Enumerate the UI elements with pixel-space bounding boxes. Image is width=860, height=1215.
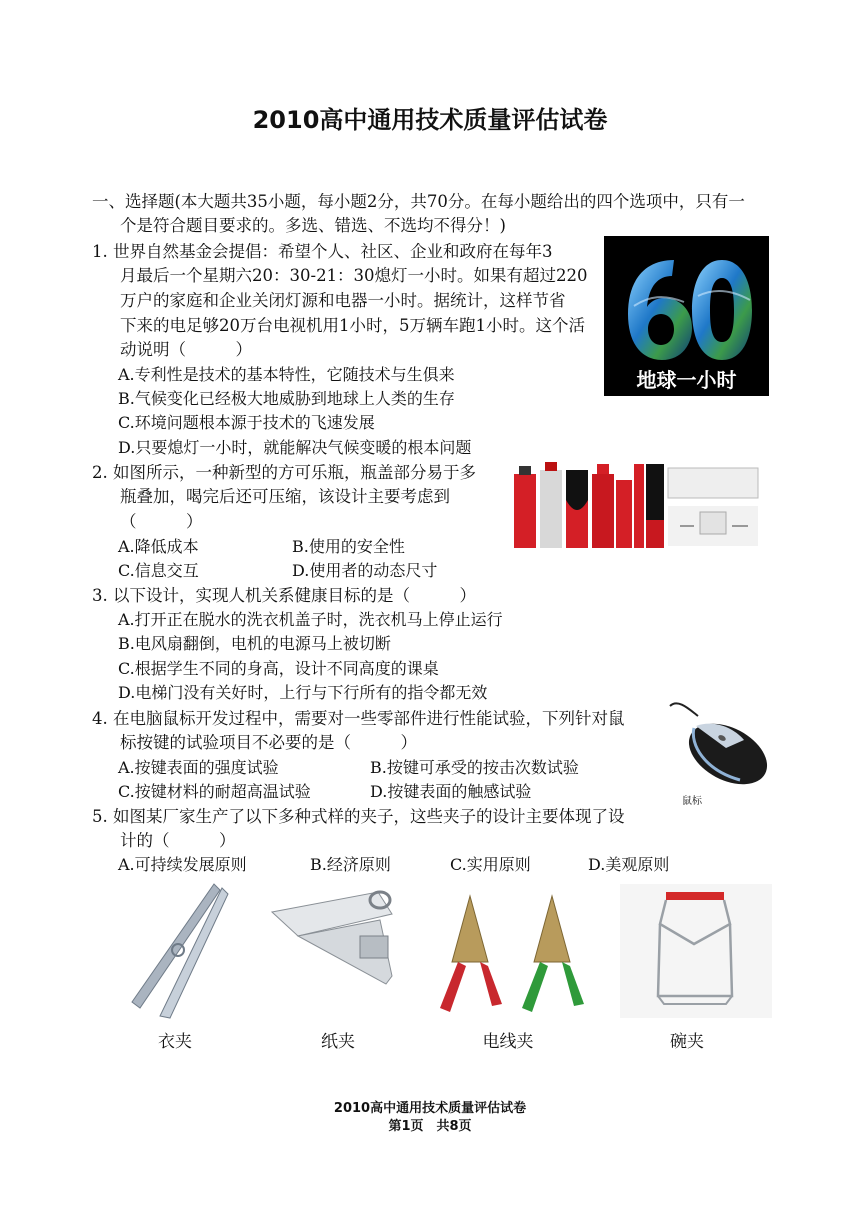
- q4-line-2: 标按键的试验项目不必要的是（ ）: [120, 733, 417, 752]
- q2-line-1: 2. 如图所示，一种新型的方可乐瓶，瓶盖部分易于多: [92, 463, 476, 482]
- q2-line-2: 瓶叠加，喝完后还可压缩，该设计主要考虑到: [120, 487, 450, 506]
- q2-option-b: B.使用的安全性: [292, 537, 405, 556]
- paper-clip-image: [268, 884, 400, 1002]
- q1-option-b: B.气候变化已经极大地威胁到地球上人类的生存: [118, 389, 455, 408]
- q1-line-1: 1. 世界自然基金会提倡：希望个人、社区、企业和政府在每年3: [92, 242, 553, 261]
- q4-option-b: B.按键可承受的按击次数试验: [370, 758, 579, 777]
- q4-line-1: 4. 在电脑鼠标开发过程中，需要对一些零部件进行性能试验，下列针对鼠: [92, 709, 625, 728]
- cola-bottles-graphic: [510, 460, 760, 552]
- mouse-icon: [660, 696, 772, 796]
- q4-option-d: D.按键表面的触感试验: [370, 782, 532, 801]
- mouse-image: [660, 696, 772, 808]
- q5-option-a: A.可持续发展原则: [118, 855, 247, 874]
- q3-option-c: C.根据学生不同的身高，设计不同高度的课桌: [118, 659, 439, 678]
- q1-line-5: 动说明（ ）: [120, 340, 252, 359]
- clothes-clip-image: [118, 880, 230, 1020]
- q4-option-a: A.按键表面的强度试验: [118, 758, 279, 777]
- wire-clip-image: [430, 890, 600, 1020]
- earth-hour-label: 地球一小时: [636, 368, 737, 392]
- caption-bowl-clip: 碗夹: [670, 1032, 704, 1052]
- q1-option-c: C.环境问题根本源于技术的飞速发展: [118, 413, 375, 432]
- q1-option-d: D.只要熄灯一小时，就能解决气候变暖的根本问题: [118, 438, 472, 457]
- page-title: 2010高中通用技术质量评估试卷: [252, 106, 608, 134]
- q2-option-a: A.降低成本: [118, 537, 199, 556]
- caption-wire-clip: 电线夹: [482, 1032, 534, 1052]
- section-heading-line1: 一、选择题(本大题共35小题，每小题2分，共70分。在每小题给出的四个选项中，只有一: [92, 192, 745, 211]
- q5-option-b: B.经济原则: [310, 855, 391, 874]
- q2-option-d: D.使用者的动态尺寸: [292, 561, 438, 580]
- q3-option-d: D.电梯门没有关好时，上行与下行所有的指令都无效: [118, 683, 488, 702]
- q3-line-1: 3. 以下设计，实现人机关系健康目标的是（ ）: [92, 586, 476, 605]
- q2-line-3: （ ）: [120, 512, 203, 531]
- q1-option-a: A.专利性是技术的基本特性，它随技术与生俱来: [118, 365, 455, 384]
- bowl-clip-image: [620, 884, 772, 1018]
- q5-line-2: 计的（ ）: [120, 831, 236, 850]
- caption-clothes-clip: 衣夹: [158, 1032, 192, 1052]
- mouse-label: 鼠标: [682, 796, 702, 807]
- section-heading-line2: 个是符合题目要求的。多选、错选、不选均不得分！): [120, 216, 506, 235]
- footer-page-number: 第1页 共8页: [388, 1119, 472, 1134]
- q5-option-c: C.实用原则: [450, 855, 531, 874]
- q2-option-c: C.信息交互: [118, 561, 199, 580]
- cola-bottles-image: [510, 460, 760, 552]
- clothes-clip-icon: [118, 880, 230, 1020]
- footer-title: 2010高中通用技术质量评估试卷: [333, 1101, 527, 1116]
- q5-line-1: 5. 如图某厂家生产了以下多种式样的夹子，这些夹子的设计主要体现了设: [92, 807, 625, 826]
- earth-hour-image: [604, 236, 769, 396]
- q1-line-4: 下来的电足够20万台电视机用1小时，5万辆车跑1小时。这个活: [120, 316, 585, 335]
- q1-line-2: 月最后一个星期六20：30-21：30熄灯一小时。如果有超过220: [120, 266, 588, 285]
- paper-clip-icon: [268, 884, 400, 1002]
- q3-option-b: B.电风扇翻倒，电机的电源马上被切断: [118, 634, 391, 653]
- q3-option-a: A.打开正在脱水的洗衣机盖子时，洗衣机马上停止运行: [118, 610, 503, 629]
- wire-clip-icon: [430, 890, 600, 1020]
- q1-line-3: 万户的家庭和企业关闭灯源和电器一小时。据统计，这样节省: [120, 291, 566, 310]
- q5-option-d: D.美观原则: [588, 855, 670, 874]
- q4-option-c: C.按键材料的耐超高温试验: [118, 782, 311, 801]
- bowl-clip-icon: [620, 884, 772, 1018]
- caption-paper-clip: 纸夹: [321, 1032, 355, 1052]
